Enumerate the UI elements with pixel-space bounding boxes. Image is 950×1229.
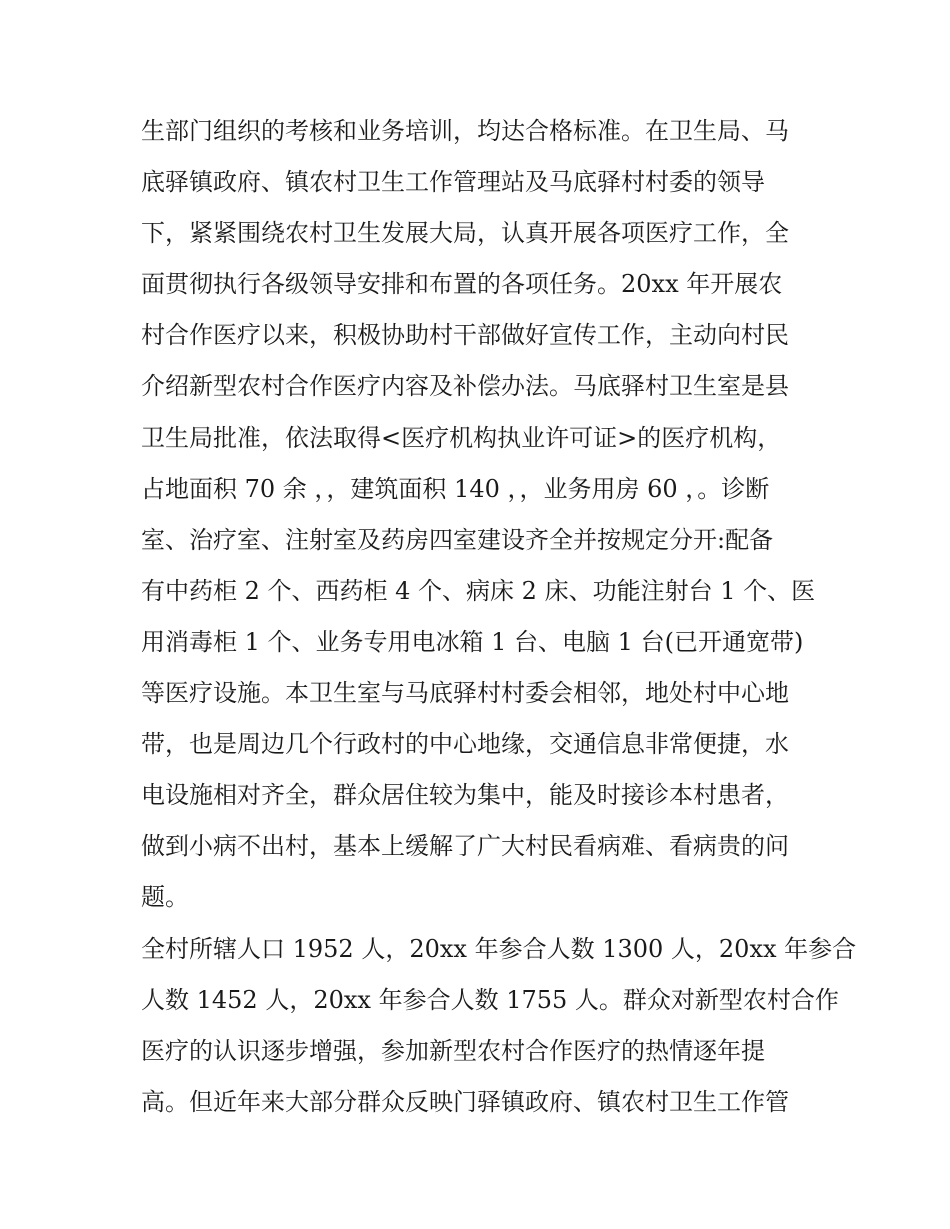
text-line: 有中药柜 2 个、西药柜 4 个、病床 2 床、功能注射台 1 个、医: [141, 576, 816, 605]
text-line: 室、治疗室、注射室及药房四室建设齐全并按规定分开:配备: [141, 525, 774, 554]
text-line: 医疗的认识逐步增强，参加新型农村合作医疗的热情逐年提: [141, 1036, 765, 1065]
text-line: 底驿镇政府、镇农村卫生工作管理站及马底驿村村委的领导: [141, 168, 765, 197]
text-line: 电设施相对齐全，群众居住较为集中，能及时接诊本村患者，: [141, 781, 789, 810]
text-line: 全村所辖人口 1952 人，20xx 年参合人数 1300 人，20xx 年参合: [141, 934, 857, 963]
text-line: 面贯彻执行各级领导安排和布置的各项任务。20xx 年开展农: [141, 270, 783, 299]
text-line: 生部门组织的考核和业务培训，均达合格标准。在卫生局、马: [141, 117, 789, 145]
text-line: 下，紧紧围绕农村卫生发展大局，认真开展各项医疗工作，全: [141, 219, 789, 248]
text-line: 等医疗设施。本卫生室与马底驿村村委会相邻，地处村中心地: [141, 679, 789, 708]
text-line: 题。: [141, 883, 189, 912]
text-line: 卫生局批准，依法取得<医疗机构执业许可证>的医疗机构，: [141, 423, 782, 452]
document-body: [141, 106, 857, 1128]
text-line: 村合作医疗以来，积极协助村干部做好宣传工作，主动向村民: [141, 321, 789, 350]
text-line: 带，也是周边几个行政村的中心地缘，交通信息非常便捷，水: [141, 730, 789, 759]
text-line: 占地面积 70 余 ，，建筑面积 140 ，，业务用房 60 ，。诊断: [141, 474, 770, 503]
text-line: 高。但近年来大部分群众反映门驿镇政府、镇农村卫生工作管: [141, 1087, 789, 1116]
text-line: 用消毒柜 1 个、业务专用电冰箱 1 台、电脑 1 台(已开通宽带): [141, 627, 804, 656]
text-line: 人数 1452 人，20xx 年参合人数 1755 人。群众对新型农村合作: [141, 985, 839, 1014]
text-line: 介绍新型农村合作医疗内容及补偿办法。马底驿村卫生室是县: [141, 372, 789, 401]
text-line: 做到小病不出村，基本上缓解了广大村民看病难、看病贵的问: [141, 832, 789, 861]
